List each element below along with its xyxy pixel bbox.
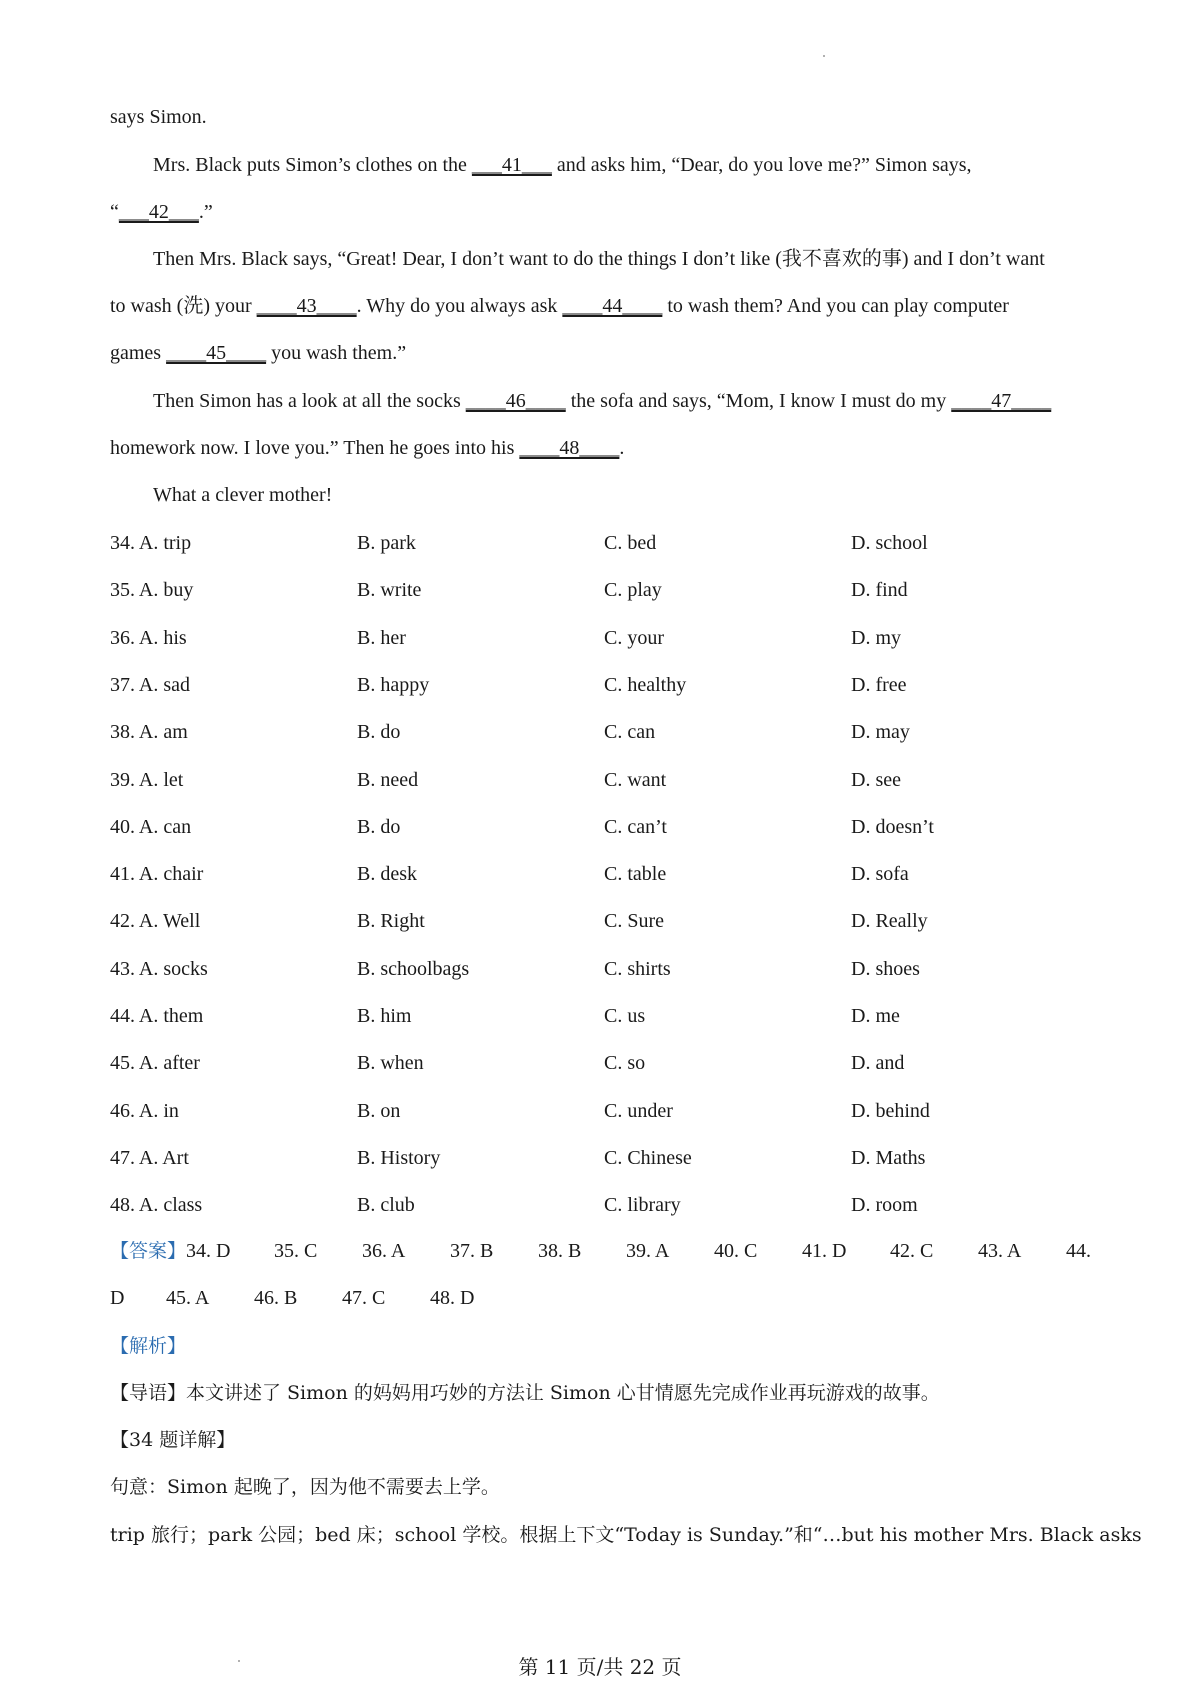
passage-text: and asks him, “Dear, do you love me?” Simon says,	[551, 154, 972, 176]
option-cell: 46. A. in	[110, 1100, 179, 1122]
passage-text: “	[110, 201, 119, 223]
option-cell: 35. A. buy	[110, 579, 194, 601]
q34-detail-line	[110, 1522, 1142, 1548]
option-row	[110, 672, 1100, 698]
option-row	[110, 767, 1100, 793]
passage-line-3	[110, 199, 1100, 225]
option-cell: B. on	[357, 1100, 401, 1122]
passage-line-8	[110, 435, 1100, 461]
option-cell: B. do	[357, 816, 401, 838]
guide-line	[110, 1380, 1100, 1406]
option-cell: C. play	[604, 579, 662, 601]
passage-line-2	[153, 152, 1100, 178]
option-cell: D. room	[851, 1194, 918, 1216]
option-row	[110, 1003, 1100, 1029]
passage-text: Then Simon has a look at all the socks	[153, 390, 466, 412]
q34-detail: trip 旅行；park 公园；bed 床；school 学校。根据上下文“Today is Sunday.”和“…but his mother Mrs. Black asks	[110, 1524, 1142, 1546]
option-cell: B. park	[357, 532, 416, 554]
passage-text: to wash (洗) your	[110, 295, 257, 317]
analysis-tag	[110, 1333, 1100, 1359]
passage-text: Mrs. Black puts Simon’s clothes on the	[153, 154, 472, 176]
option-cell: D. find	[851, 579, 908, 601]
option-cell: 47. A. Art	[110, 1147, 189, 1169]
q34-meaning: 句意：Simon 起晚了，因为他不需要去上学。	[110, 1476, 500, 1498]
option-cell: D. me	[851, 1005, 900, 1027]
option-row	[110, 1145, 1100, 1171]
answer-item: 38. B	[538, 1240, 582, 1262]
option-row	[110, 1192, 1100, 1218]
option-cell: D. see	[851, 769, 901, 791]
option-cell: C. can	[604, 721, 656, 743]
option-row	[110, 1098, 1100, 1124]
option-cell: B. desk	[357, 863, 417, 885]
option-cell: 48. A. class	[110, 1194, 203, 1216]
blank-45: ____45____	[166, 342, 267, 364]
passage-text: Then Mrs. Black says, “Great! Dear, I don’t want to do the things I don’t like (我不喜欢的事) and I don’t want	[153, 248, 1045, 270]
option-row	[110, 577, 1100, 603]
option-cell: C. library	[604, 1194, 681, 1216]
passage-text: .	[619, 437, 625, 459]
passage-text: the sofa and says, “Mom, I know I must do my	[565, 390, 952, 412]
passage-line-7	[153, 388, 1100, 414]
option-cell: 40. A. can	[110, 816, 192, 838]
option-cell: D. Maths	[851, 1147, 926, 1169]
page-number: 第 11 页/共 22 页	[518, 1655, 682, 1679]
q34-title-line	[110, 1427, 1100, 1453]
option-cell: C. your	[604, 627, 664, 649]
scan-speck	[823, 55, 825, 57]
option-cell: 37. A. sad	[110, 674, 190, 696]
option-row	[110, 861, 1100, 887]
answer-item: 42. C	[890, 1240, 934, 1262]
answer-item: 36. A	[362, 1240, 406, 1262]
answer-item: 35. C	[274, 1240, 318, 1262]
option-row	[110, 1050, 1100, 1076]
q34-title: 【34 题详解】	[110, 1429, 236, 1451]
blank-42: ___42___	[118, 201, 199, 223]
option-cell: B. History	[357, 1147, 441, 1169]
blank-44: ____44____	[562, 295, 663, 317]
passage-text: homework now. I love you.” Then he goes into his	[110, 437, 520, 459]
option-cell: D. school	[851, 532, 928, 554]
answer-row-2	[110, 1285, 1100, 1311]
option-cell: B. do	[357, 721, 401, 743]
option-cell: D. Really	[851, 910, 928, 932]
option-cell: D. my	[851, 627, 901, 649]
answer-item: 47. C	[342, 1287, 386, 1309]
passage-text: you wash them.”	[266, 342, 407, 364]
option-cell: C. healthy	[604, 674, 687, 696]
blank-41: ___41___	[471, 154, 552, 176]
option-row	[110, 530, 1100, 556]
option-cell: 41. A. chair	[110, 863, 204, 885]
passage-text: . Why do you always ask	[356, 295, 563, 317]
option-cell: D. and	[851, 1052, 905, 1074]
passage-text: games	[110, 342, 167, 364]
option-cell: B. him	[357, 1005, 412, 1027]
option-cell: B. her	[357, 627, 406, 649]
passage-line-4	[153, 246, 1100, 272]
option-cell: C. Sure	[604, 910, 664, 932]
option-cell: B. write	[357, 579, 422, 601]
answer-item: 44.	[1066, 1240, 1091, 1262]
option-cell: C. want	[604, 769, 667, 791]
answer-item: 43. A	[978, 1240, 1022, 1262]
option-cell: C. us	[604, 1005, 646, 1027]
passage-text: says Simon.	[110, 106, 207, 128]
option-cell: 43. A. socks	[110, 958, 208, 980]
option-cell: C. bed	[604, 532, 657, 554]
passage-line-9	[153, 482, 1100, 508]
option-cell: B. need	[357, 769, 419, 791]
option-cell: C. table	[604, 863, 667, 885]
option-cell: 45. A. after	[110, 1052, 200, 1074]
answer-item: 39. A	[626, 1240, 670, 1262]
option-cell: D. behind	[851, 1100, 930, 1122]
answer-item: 48. D	[430, 1287, 475, 1309]
option-cell: B. happy	[357, 674, 430, 696]
answer-item: 46. B	[254, 1287, 298, 1309]
answer-item: 37. B	[450, 1240, 494, 1262]
option-cell: D. shoes	[851, 958, 920, 980]
option-cell: 38. A. am	[110, 721, 188, 743]
option-row	[110, 908, 1100, 934]
option-row	[110, 814, 1100, 840]
passage-text: .”	[198, 201, 213, 223]
passage-line-6	[110, 340, 1100, 366]
option-cell: D. sofa	[851, 863, 909, 885]
option-cell: C. under	[604, 1100, 673, 1122]
answer-tag: 【答案】	[110, 1240, 187, 1262]
passage-line-1	[110, 104, 1100, 130]
blank-43: ____43____	[256, 295, 357, 317]
page-footer	[0, 1654, 1200, 1680]
passage-text: What a clever mother!	[153, 484, 333, 506]
option-row	[110, 625, 1100, 651]
passage-line-5	[110, 293, 1100, 319]
passage-text: to wash them? And you can play computer	[662, 295, 1009, 317]
q34-meaning-line	[110, 1474, 1100, 1500]
option-cell: D. may	[851, 721, 910, 743]
option-cell: C. shirts	[604, 958, 671, 980]
analysis-tag-text: 【解析】	[110, 1335, 187, 1357]
answer-item: 40. C	[714, 1240, 758, 1262]
option-cell: B. schoolbags	[357, 958, 470, 980]
blank-47: ____47____	[951, 390, 1052, 412]
option-cell: C. so	[604, 1052, 646, 1074]
option-row	[110, 719, 1100, 745]
option-cell: B. when	[357, 1052, 424, 1074]
answer-item: 45. A	[166, 1287, 210, 1309]
answer-row-1	[110, 1238, 1100, 1264]
option-cell: D. free	[851, 674, 907, 696]
blank-48: ____48____	[519, 437, 620, 459]
option-cell: B. club	[357, 1194, 415, 1216]
guide-text: 【导语】本文讲述了 Simon 的妈妈用巧妙的方法让 Simon 心甘情愿先完成作业再玩游戏的故事。	[110, 1382, 940, 1404]
option-cell: D. doesn’t	[851, 816, 934, 838]
option-cell: 36. A. his	[110, 627, 187, 649]
answer-item: 34. D	[186, 1240, 231, 1262]
option-cell: 44. A. them	[110, 1005, 204, 1027]
answer-item: D	[110, 1287, 125, 1309]
option-cell: 34. A. trip	[110, 532, 192, 554]
option-cell: C. can’t	[604, 816, 667, 838]
option-row	[110, 956, 1100, 982]
option-cell: C. Chinese	[604, 1147, 692, 1169]
blank-46: ____46____	[465, 390, 566, 412]
option-cell: 39. A. let	[110, 769, 184, 791]
option-cell: 42. A. Well	[110, 910, 201, 932]
option-cell: B. Right	[357, 910, 425, 932]
answer-item: 41. D	[802, 1240, 847, 1262]
